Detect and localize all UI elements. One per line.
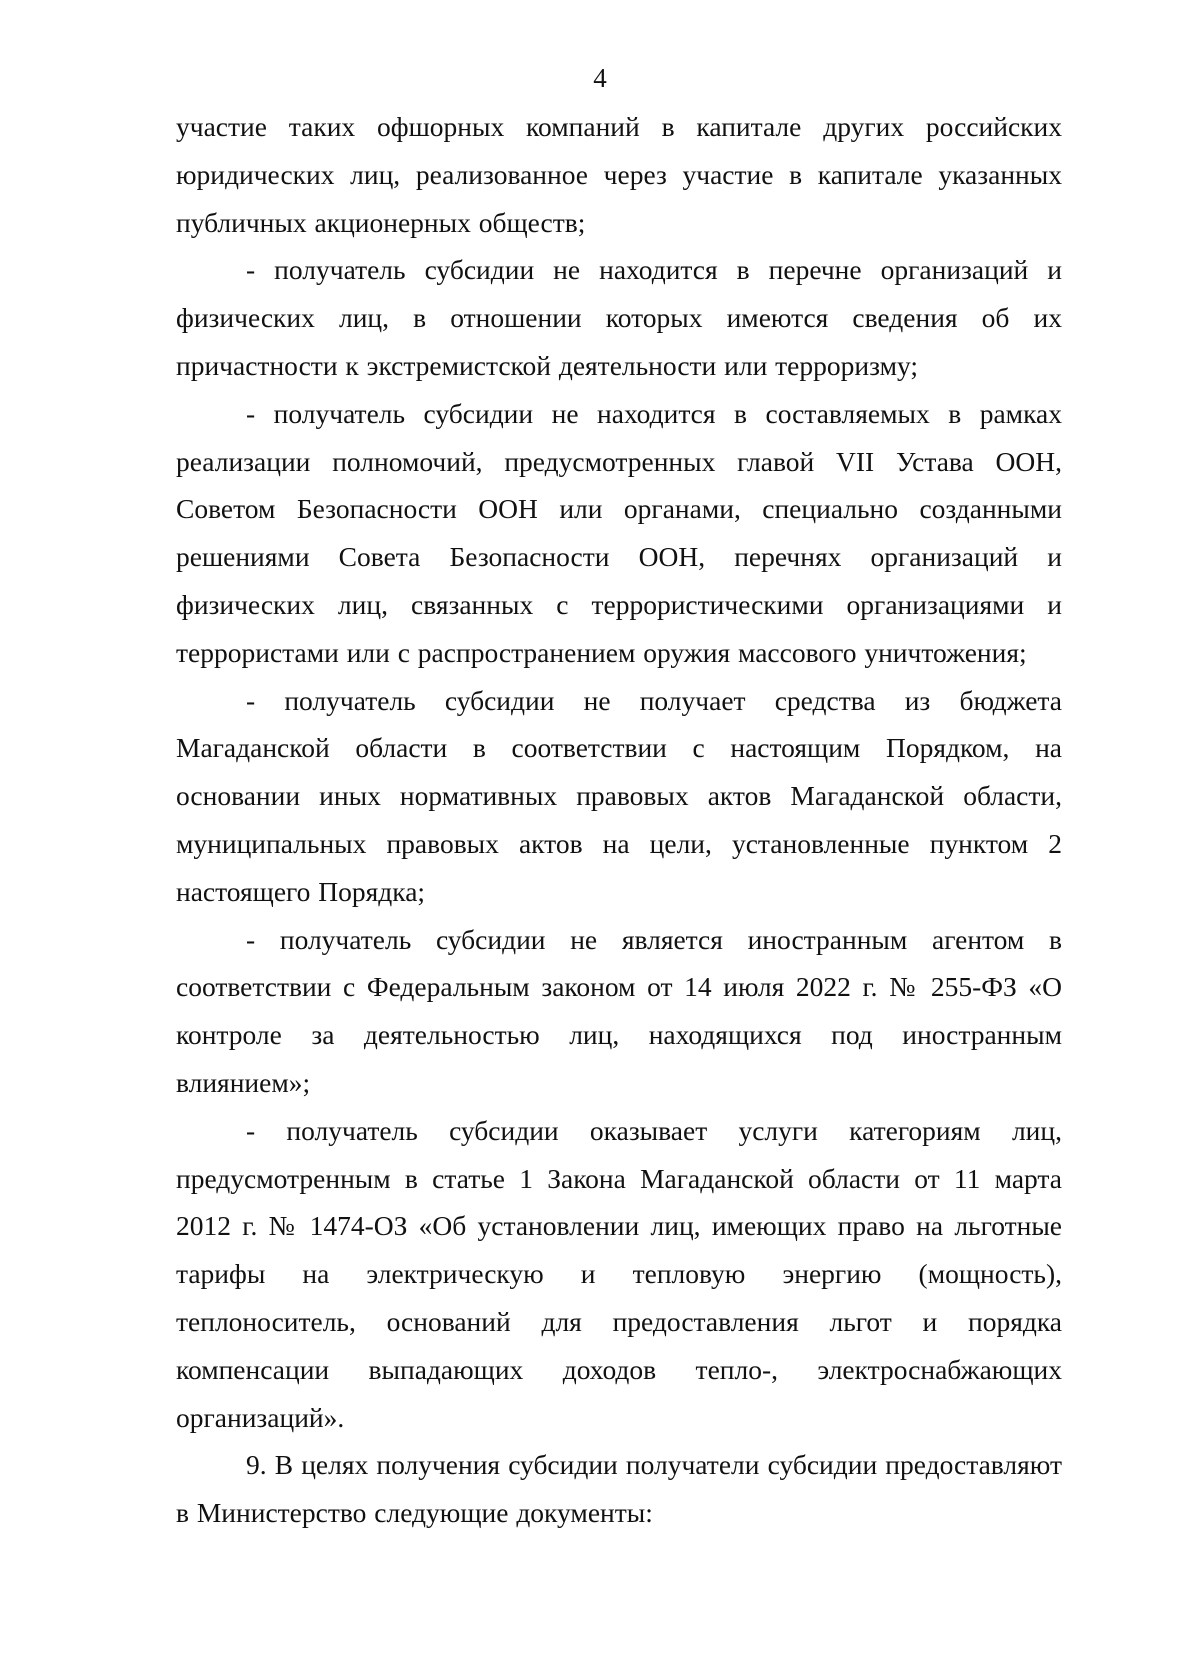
paragraph-6: - получатель субсидии оказывает услуги категориям лиц, предусмотренным в статье 1 Закона Магаданской области от 11 марта 2012 г. № 1474-ОЗ «Об установлении лиц, имеющих право на льготные тарифы на электрическую и тепловую энергию (мощность), теплоноситель, оснований для предоставления льгот и порядка компенсации выпадающих доходов тепло-, электроснабжающих организаций». [176,1114,1062,1433]
paragraph-5: - получатель субсидии не является иностранным агентом в соответствии с Федеральным законом от 14 июля 2022 г. № 255-ФЗ «О контроле за деятельностью лиц, находящихся под иностранным влиянием»; [176,923,1062,1098]
paragraph-7: 9. В целях получения субсидии получатели субсидии предоставляют в Министерство следующие документы: [176,1449,1062,1529]
paragraph-4: - получатель субсидии не получает средства из бюджета Магаданской области в соответствии с настоящим Порядком, на основании иных нормативных правовых актов Магаданской области, муниципальных правовых актов на цели, установленные пунктом 2 настоящего Порядка; [176,684,1062,907]
paragraph-2: - получатель субсидии не находится в перечне организаций и физических лиц, в отношении которых имеются сведения об их причастности к экстремистской деятельности или терроризму; [176,254,1062,381]
paragraph-3: - получатель субсидии не находится в составляемых в рамках реализации полномочий, предусмотренных главой VII Устава ООН, Советом Безопасности ООН или органами, специально созданными решениями Совета Безопасности ООН, перечнях организаций и физических лиц, связанных с террористическими организациями и террористами или с распространением оружия массового уничтожения; [176,397,1062,668]
paragraph-1: участие таких офшорных компаний в капитале других российских юридических лиц, реализованное через участие в капитале указанных публичных акционерных обществ; [176,111,1062,238]
page-number: 4 [593,63,607,93]
document-body [176,103,1062,1537]
